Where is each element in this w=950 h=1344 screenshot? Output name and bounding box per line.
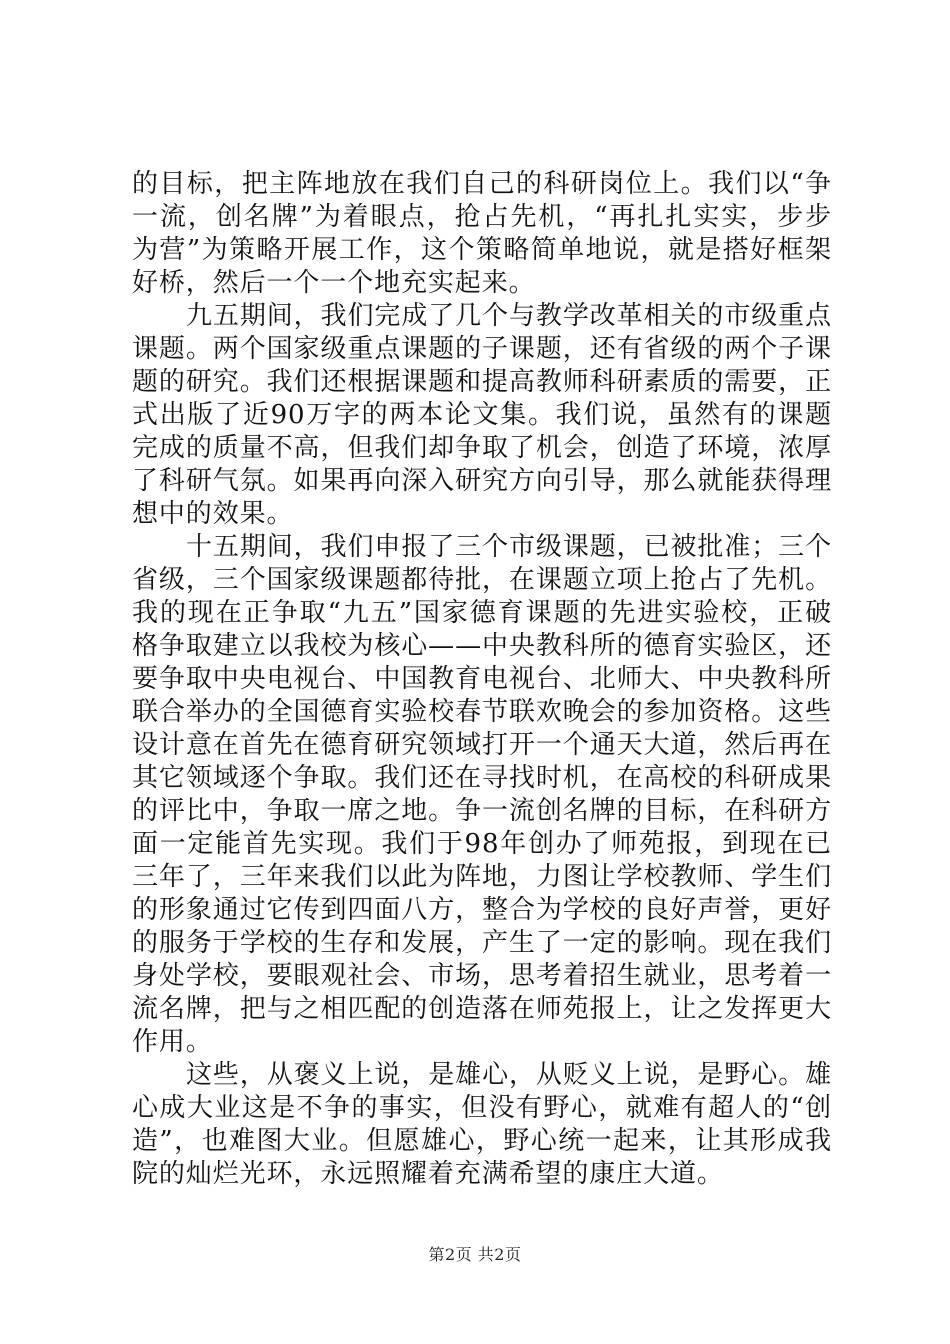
paragraph-2: 九五期间，我们完成了几个与教学改革相关的市级重点课题。两个国家级重点课题的子课题，还有省级的两个子课题的研究。我们还根据课题和提高教师科研素质的需要，正式出版了近90万字的两本论文集。我们说，虽然有的课题完成的质量不高，但我们却争取了机会，创造了环境，浓厚了科研气氛。如果再向深入研究方向引导，那么就能获得理想中的效果。 [132,301,832,529]
body-text [132,168,832,1191]
paragraph-3: 十五期间，我们申报了三个市级课题，已被批准；三个省级，三个国家级课题都待批，在课题立项上抢占了先机。我的现在正争取“九五”国家德育课题的先进实验校，正破格争取建立以我校为核心——中央教科所的德育实验区，还要争取中央电视台、中国教育电视台、北师大、中央教科所联合举办的全国德育实验校春节联欢晚会的参加资格。这些设计意在首先在德育研究领域打开一个通天大道，然后再在其它领域逐个争取。我们还在寻找时机，在高校的科研成果的评比中，争取一席之地。争一流创名牌的目标，在科研方面一定能首先实现。我们于98年创办了师苑报，到现在已三年了，三年来我们以此为阵地，力图让学校教师、学生们的形象通过它传到四面八方，整合为学校的良好声誉，更好的服务于学校的生存和发展，产生了一定的影响。现在我们身处学校，要眼观社会、市场，思考着招生就业，思考着一流名牌，把与之相匹配的创造落在师苑报上，让之发挥更大作用。 [132,532,832,1057]
paragraph-4: 这些，从褒义上说，是雄心，从贬义上说，是野心。雄心成大业这是不争的事实，但没有野心，就难有超人的“创造”，也难图大业。但愿雄心，野心统一起来，让其形成我院的灿烂光环，永远照耀着充满希望的康庄大道。 [132,1060,832,1189]
paragraph-1: 的目标，把主阵地放在我们自己的科研岗位上。我们以“争一流，创名牌”为着眼点，抢占先机，“再扎扎实实，步步为营”为策略开展工作，这个策略简单地说，就是搭好框架好桥，然后一个一个地充实起来。 [132,169,832,298]
page-footer: 第2页 共2页 [428,1245,522,1264]
